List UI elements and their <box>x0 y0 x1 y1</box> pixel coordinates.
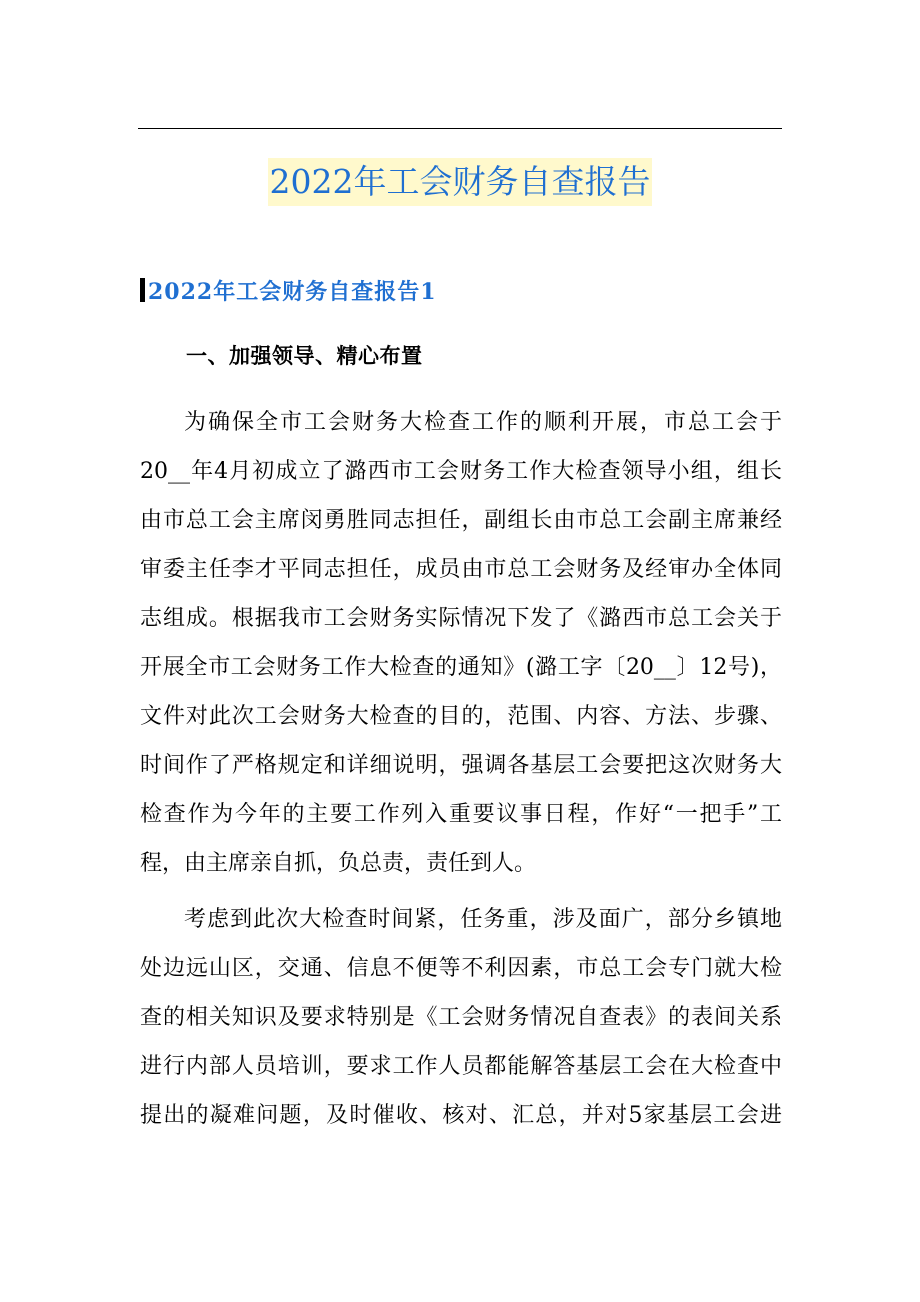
paragraph-line: 志组成。根据我市工会财务实际情况下发了《潞西市总工会关于 <box>140 606 782 631</box>
paragraph-line: 提出的凝难问题，及时催收、核对、汇总，并对5家基层工会进 <box>140 1103 782 1128</box>
section-heading-text: 2022年工会财务自查报告1 <box>148 278 437 305</box>
paragraph-line: 由市总工会主席闵勇胜同志担任，副组长由市总工会副主席兼经 <box>140 508 782 533</box>
paragraph-1 <box>140 398 782 888</box>
paragraph-line: 查的相关知识及要求特别是《工会财务情况自查表》的表间关系 <box>140 1005 782 1030</box>
paragraph-line: 审委主任李才平同志担任，成员由市总工会财务及经审办全体同 <box>140 557 782 582</box>
sub-heading: 一、加强领导、精心布置 <box>186 343 423 368</box>
paragraph-line: 处边远山区，交通、信息不便等不利因素，市总工会专门就大检 <box>140 956 782 981</box>
paragraph-line: 为确保全市工会财务大检查工作的顺利开展，市总工会于 <box>184 410 782 435</box>
heading-marker-bar <box>140 278 145 302</box>
header-rule <box>138 128 782 129</box>
paragraph-line: 文件对此次工会财务大检查的目的，范围、内容、方法、步骤、 <box>140 704 782 729</box>
section-heading <box>140 272 437 308</box>
paragraph-line: 进行内部人员培训，要求工作人员都能解答基层工会在大检查中 <box>140 1054 782 1079</box>
paragraph-line: 检查作为今年的主要工作列入重要议事日程，作好“一把手”工 <box>140 802 782 827</box>
paragraph-line: 程，由主席亲自抓，负总责，责任到人。 <box>140 851 537 876</box>
title-container <box>0 158 920 206</box>
paragraph-line: 20__年4月初成立了潞西市工会财务工作大检查领导小组，组长 <box>140 459 782 484</box>
paragraph-line: 开展全市工会财务工作大检查的通知》(潞工字〔20__〕12号)， <box>140 655 782 680</box>
paragraph-line: 考虑到此次大检查时间紧，任务重，涉及面广，部分乡镇地 <box>184 907 782 932</box>
paragraph-2 <box>140 895 782 1140</box>
document-title: 2022年工会财务自查报告 <box>268 158 653 206</box>
paragraph-line: 时间作了严格规定和详细说明，强调各基层工会要把这次财务大 <box>140 753 782 778</box>
